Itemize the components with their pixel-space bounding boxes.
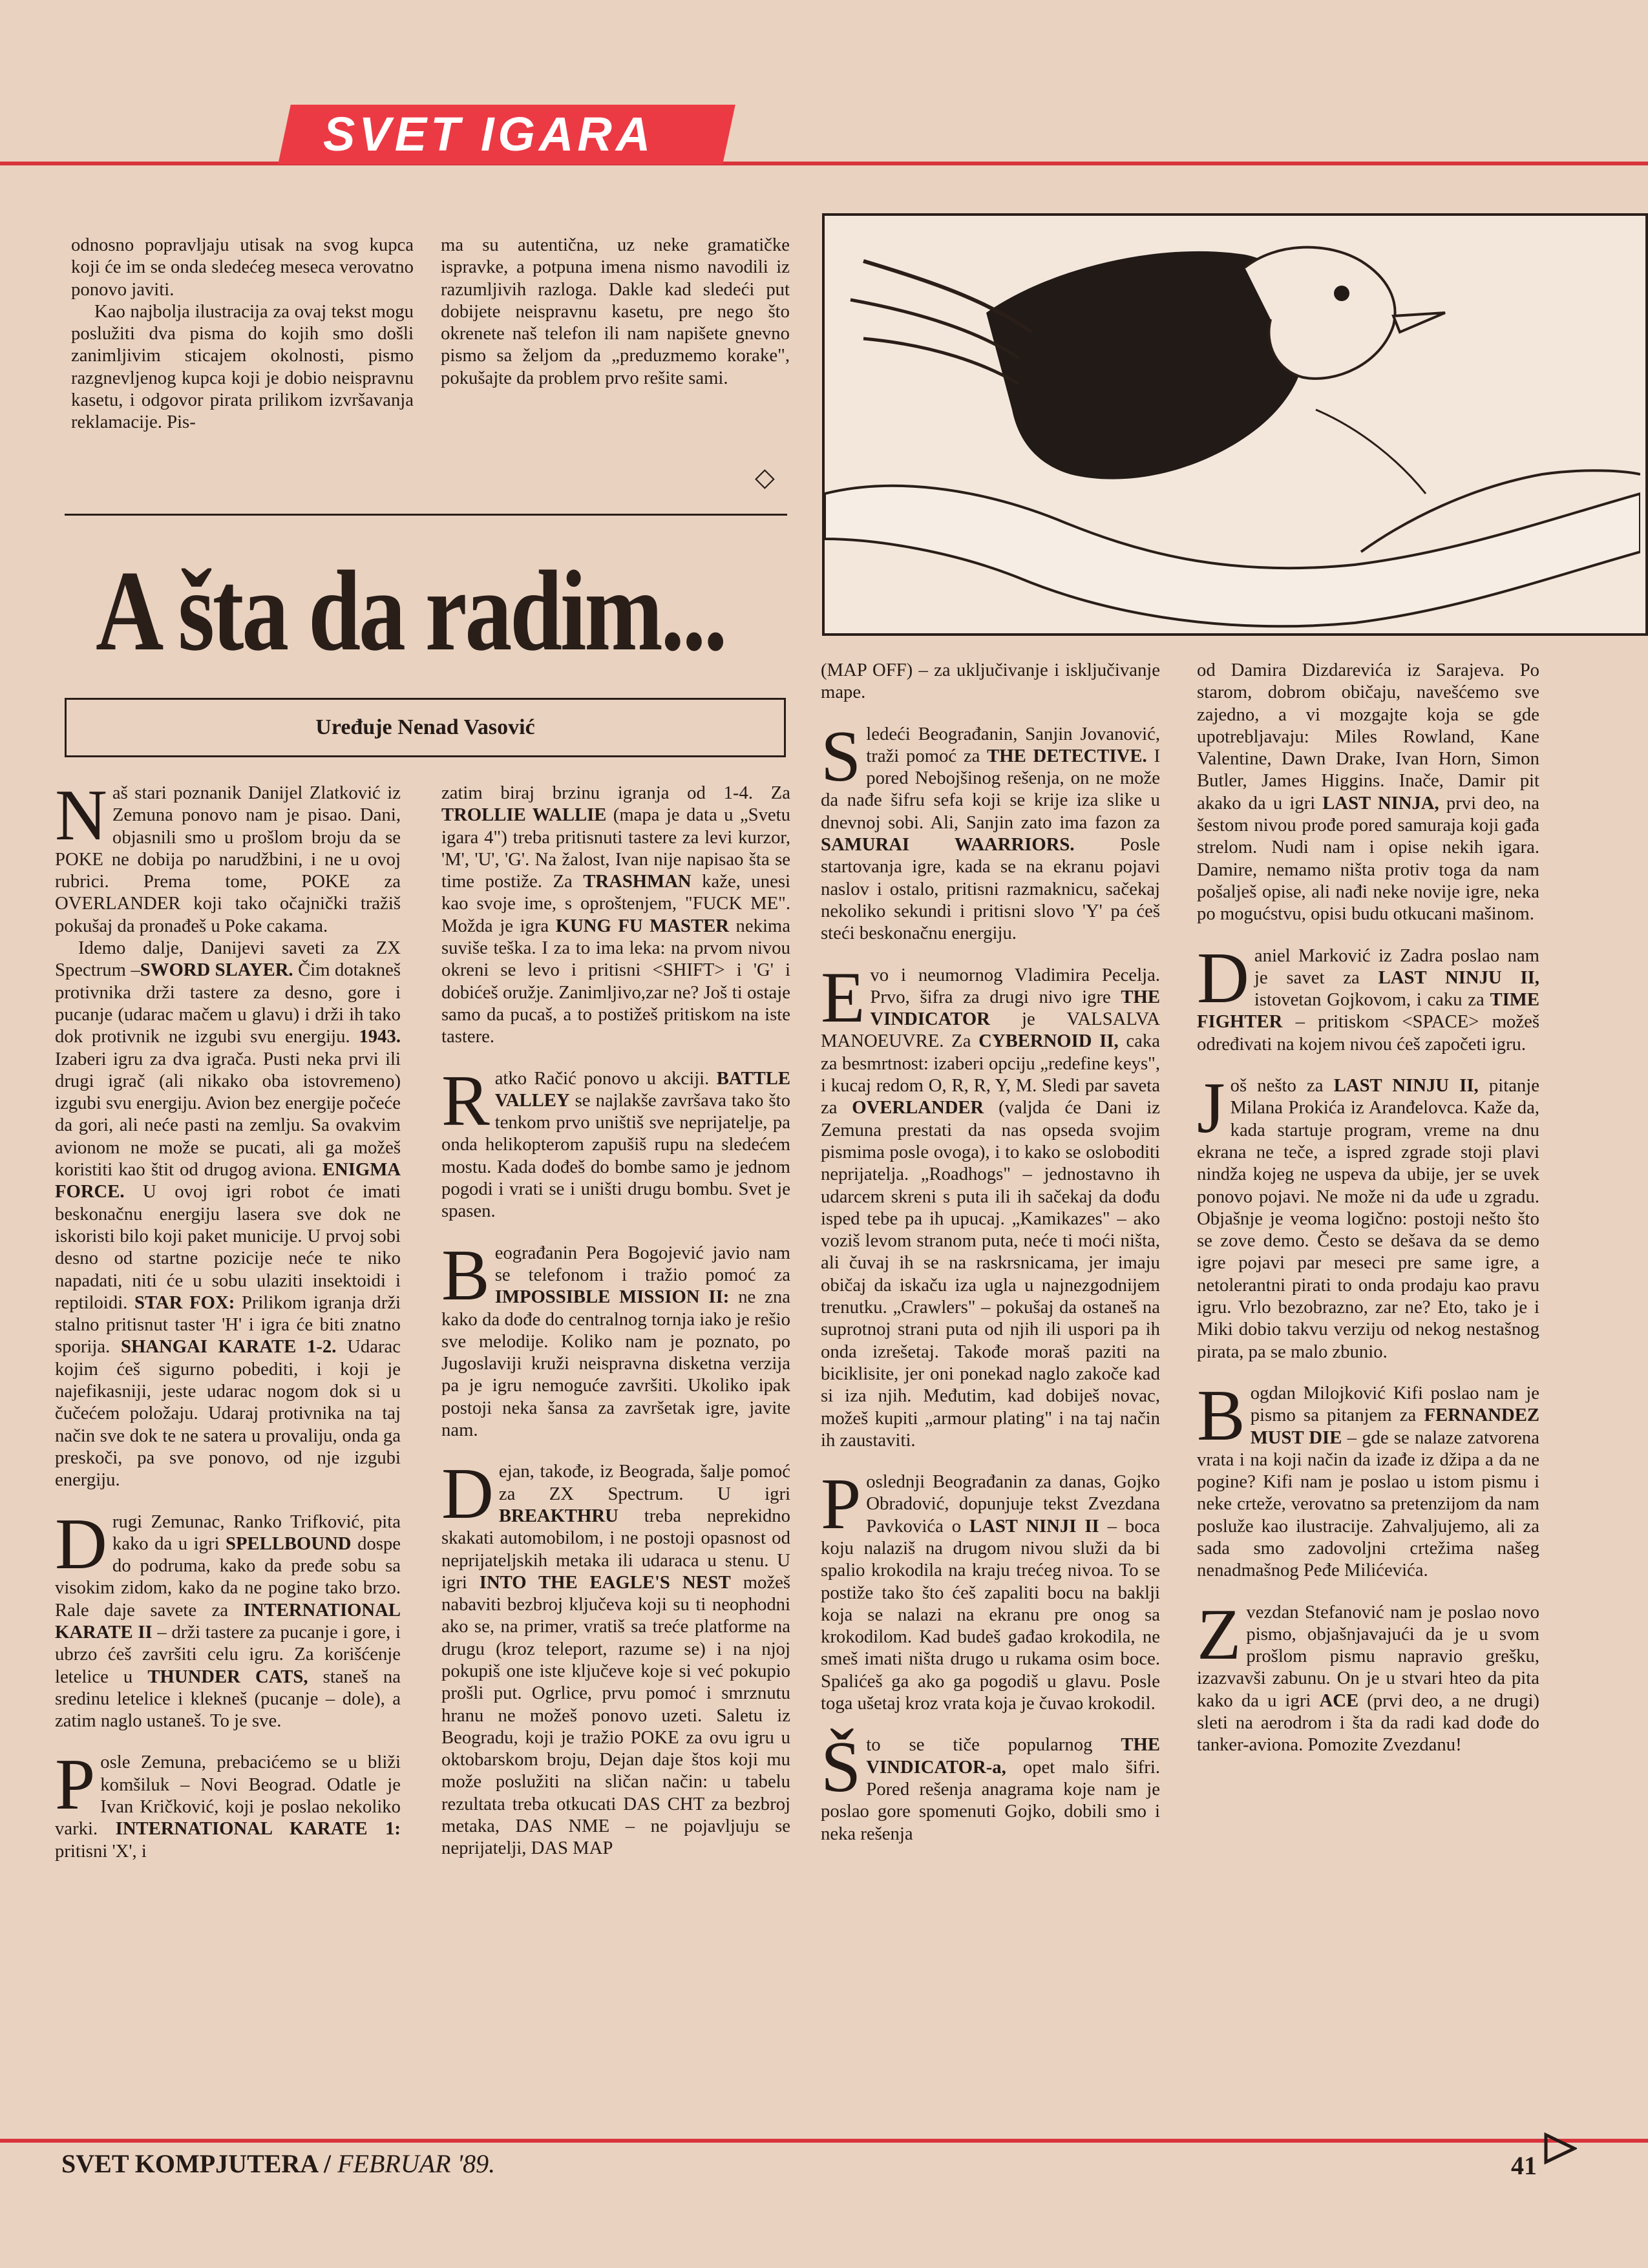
footer-issue: FEBRUAR '89. (337, 2149, 496, 2178)
page-number: 41 (1511, 2151, 1537, 2180)
intro-paragraph: ma su autentična, uz neke gramatičke ispravke, a potpuna imena nismo navodili iz razumljivih razloga. Dakle kad sledeći put dobijete neispravnu kasetu, pre nego što okrenete naš telefon ili nam napišete gnevno pismo sa željom da „preduzmemo korake", pokušajte da problem prvo rešite sami. (441, 235, 790, 388)
game-title: STAR FOX: (134, 1292, 235, 1313)
drop-cap: P (821, 1464, 861, 1545)
game-title: OVERLANDER (852, 1097, 984, 1118)
game-title: INTERNATIONAL KARATE II (55, 1599, 401, 1643)
intro-column-1 (71, 234, 414, 434)
header-rule (0, 162, 1648, 165)
drop-cap: N (55, 775, 107, 856)
drop-cap: B (1197, 1375, 1245, 1456)
drop-cap: R (441, 1060, 490, 1141)
game-title: THUNDER CATS, (147, 1666, 308, 1687)
bird-hand-drawing (825, 216, 1640, 628)
game-title: FERNANDEZ MUST DIE (1250, 1405, 1539, 1448)
paragraph: Beograđanin Pera Bogojević javio nam se telefonom i tražio pomoć za IMPOSSIBLE MISSION II: ne zna kako da dođe do centralnog tornja iako je rešio sve melodije. Koliko nam je poznato, po Jugoslaviji kruži neispravna disketna verzija pa je igru nemoguće završiti. Ukoliko ipak postoji neka šansa za završetak igre, javite nam. (441, 1235, 790, 1441)
game-title: SHANGAI KARATE 1-2. (121, 1336, 337, 1358)
paragraph: Evo i neumornog Vladimira Pecelja. Prvo, šifra za drugi nivo igre THE VINDICATOR je VALSALVA MANOEUVRE. Za CYBERNOID II, caka za besmrtnost: izaberi opciju „redefine keys", i kucaj redom O, R, R, Y, M. Sledi par saveta za OVERLANDER (valjda će Dani iz Zemuna prestati da nas opseda svojim pismima posle ovoga), i to kako se osloboditi neprijatelja. „Roadhogs" – jednostavno ih udarcem skreni s puta ili ih sačekaj da dođu isped tebe pa ih upucaj. „Kamikazes" – ako voziš levom stranom puta, neće ti moći ništa, ali čuvaj ih se na raskrsnicama, jer imaju običaj da iskaču iza ugla u najnezgodnijem trenutku. „Crawlers" – pokušaj da ostaneš na suprotnoj strani puta od njih ili uspori pa ih onda izrešetaj. Takođe moraš paziti na biciklisite, jer oni ponekad naglo zakoče kad si iza njih. Međutim, kad dobiješ novac, možeš kupiti „armour plating" i na taj način ih zaustaviti. (821, 957, 1160, 1451)
drop-cap: J (1197, 1068, 1225, 1149)
paragraph: od Damira Dizdarevića iz Sarajeva. Po starom, dobrom običaju, navešćemo sve zajedno, a vi mozgajte koja se gde upotrebljavaju: Miles Rowland, Kane Valentine, Dawn Drake, Ivan Horn, Simon Butler, James Higgins. Inače, Damir pit akako da u igri LAST NINJA, prvi deo, na šestom nivou prođe pored samuraja koji gađa strelom. Nudi nam i opise nekih igara. Damire, nemamo ništa protiv toga da nam pošalješ opise, ali nađi neke novije igre, neka po mogućstvu, opisi budu otkucani mašinom. (1197, 660, 1539, 925)
game-title: KUNG FU MASTER (555, 915, 729, 936)
game-title: TIME FIGHTER (1197, 989, 1539, 1033)
footer-magazine: SVET KOMPJUTERA / FEBRUAR '89. (61, 2149, 496, 2178)
section-title: SVET IGARA (323, 107, 655, 161)
paragraph: Naš stari poznanik Danijel Zlatković iz Zemuna ponovo nam je pisao. Dani, objasnili smo u prošlom broju da se POKE ne dobija po narudžbini, i ne u ovoj rubrici. Prema tome, POKE za OVERLANDER koji tako očajnički tražiš pokušaj da pronađeš u Poke cakama. (55, 775, 401, 936)
footer-rule (0, 2139, 1648, 2143)
game-title: TROLLIE WALLIE (441, 804, 607, 826)
paragraph: Dejan, takođe, iz Beograda, šalje pomoć za ZX Spectrum. U igri BREAKTHRU treba neprekidno skakati automobilom, i ne postoji opasnost od neprijateljskih metaka ili udaraca u stenu. U igri INTO THE EAGLE'S NEST možeš nabaviti bezbroj ključeva koji su ti neophodni ako se, na primer, vratiš sa treće platforme na drugu (kroz teleport, razume se) i na njoj pokupiš one iste ključeve koje si već pokupio prošli put. Ogrlice, prvu pomoć i smrznutu hranu ne možeš ponovo uzeti. Saletu iz Beogradu, koji je tražio POKE za ovu igru u oktobarskom broju, Dejan daje štos koji mu može poslužiti na sličan način: u tabelu rezultata treba otkucati DAS CHT za bezbroj metaka, DAS NME – ne pojavljuju se neprijatelji, DAS MAP (441, 1454, 790, 1859)
game-title: SPELLBOUND (226, 1533, 352, 1554)
paragraph: Daniel Marković iz Zadra poslao nam je savet za LAST NINJU II, istovetan Gojkovom, i caku za TIME FIGHTER – pritiskom <SPACE> možeš određivati na kojem nivou ćeš započeti igru. (1197, 938, 1539, 1055)
byline: Uređuje Nenad Vasović (65, 698, 786, 757)
paragraph: Još nešto za LAST NINJU II, pitanje Milana Prokića iz Aranđelovca. Kaže da, kada startuje program, vreme na dnu ekrana ne teče, a ispred zgrade stoji plavi nindža kojeg ne uspeva da ubije, jer se uvek ponovo pojavi. Ne može ni da uđe u zgradu. Objašnje je veoma logično: postoji nešto što se zove demo. Često se dešava da se demo igre pojavi par meseci pre same igre, a netolerantni pirati to onda prodaju kao pravu igru. Vrlo bezobrazno, zar ne? Eto, tako je i Miki dobio takvu verziju od nekog nestašnog pirata, pa se malo zbunio. (1197, 1068, 1539, 1362)
drop-cap: Š (821, 1727, 861, 1808)
game-title: TRASHMAN (583, 871, 692, 892)
paragraph: Poslednji Beograđanin za danas, Gojko Obradović, dopunjuje tekst Zvezdana Pavkovića o LAST NINJI II – boca koju nalaziš na drugom nivou služi da bi spalio krokodila na kraju trećeg nivoa. To se postiže tako što ćeš zapaliti bocu na baklji koja se nalazi na ekranu pre onog sa krokodilom. Kad budeš gađao krokodila, ne smeš imati ništa drugo u rukama osim boce. Spalićeš ga ako ga pogodiš u glavu. Posle toga ušetaj kroz vrata koja je čuvao krokodil. (821, 1464, 1161, 1714)
paragraph: Što se tiče popularnog THE VINDICATOR-a, opet malo šifri. Pored rešenja anagrama koje nam je poslao gore spomenuti Gojko, dobili smo i neka rešenja (821, 1727, 1160, 1844)
game-title: 1943. (359, 1026, 401, 1047)
game-title: IMPOSSIBLE MISSION II: (494, 1286, 730, 1308)
drop-cap: Z (1197, 1594, 1241, 1675)
paragraph: (MAP OFF) – za uključivanje i isključivanje mape. (821, 660, 1160, 703)
game-title: INTO THE EAGLE'S NEST (479, 1571, 731, 1593)
game-title: LAST NINJU II, (1378, 967, 1539, 988)
column-1 (55, 775, 401, 1862)
game-title: BATTLE VALLEY (494, 1067, 790, 1111)
drop-cap: D (1197, 938, 1249, 1018)
column-2 (441, 782, 790, 1860)
paragraph: Zvezdan Stefanović nam je poslao novo pismo, objašnjavajući da je u svom prošlom pismu napravio grešku, izazvavši zabunu. On je u stvari hteo da pita kako da u igri ACE (prvi deo, a ne drugi) sleti na aerodrom i šta da radi kad dođe do tanker-aviona. Pomozite Zvezdanu! (1197, 1594, 1539, 1756)
next-page-arrow-icon (1543, 2132, 1577, 2165)
drop-cap: S (821, 716, 861, 797)
intro-divider (65, 514, 787, 516)
game-title: INTERNATIONAL KARATE 1: (115, 1818, 401, 1840)
section-banner (278, 105, 735, 164)
intro-column-2 (441, 234, 790, 389)
paragraph: Drugi Zemunac, Ranko Trifković, pita kako da u igri SPELLBOUND dospe do podruma, kako da pređe sobu sa visokim zidom, kako da ne pogine tako brzo. Rale daje savete za INTERNATIONAL KARATE II – drži tastere za pucanje i gore, i ubrzo ćeš završiti celu igru. Za korišćenje letelice u THUNDER CATS, staneš na sredinu letelice i klekneš (pucanje – dole), a zatim naglo ustaneš. To je sve. (55, 1504, 401, 1732)
drop-cap: D (55, 1504, 107, 1584)
drop-cap: B (441, 1235, 490, 1316)
game-title: LAST NINJI II (969, 1515, 1099, 1537)
game-title: ENIGMA FORCE. (55, 1159, 401, 1202)
game-title: THE DETECTIVE. (987, 745, 1147, 766)
game-title: THE VINDICATOR-a, (866, 1734, 1160, 1778)
intro-paragraph: Kao najbolja ilustracija za ovaj tekst mogu poslužiti dva pisma do kojih smo došli zanimljivim sticajem okolnosti, pismo razgnevljenog kupca koji je dobio neispravnu kasetu, i odgovor pirata prilikom izvršavanja reklamacije. Pis- (71, 300, 414, 433)
intro-paragraph: odnosno popravljaju utisak na svog kupca koji će im se onda sledećeg meseca verovatno ponovo javiti. (71, 235, 414, 300)
end-mark: ◇ (755, 463, 775, 492)
game-title: BREAKTHRU (498, 1505, 618, 1526)
paragraph: Posle Zemuna, prebacićemo se u bliži komšiluk – Novi Beograd. Odatle je Ivan Kričković, koji je poslao nekoliko varki. INTERNATIONAL KARATE 1: pritisni 'X', i (55, 1745, 401, 1862)
game-title: SAMURAI WAARRIORS. (821, 834, 1075, 856)
game-title: LAST NINJU II, (1333, 1075, 1479, 1097)
column-4 (1197, 659, 1539, 1756)
paragraph: Ratko Račić ponovo u akciji. BATTLE VALLEY se najlakše završava tako što tenkom prvo uništiš sve neprijatelje, pa onda helikopterom zapušiš rupu na sledećem mostu. Kada dođeš do bombe samo je jednom pogodi i vrati se i uništi drugu bombu. Svet je spasen. (441, 1060, 790, 1222)
paragraph: zatim biraj brzinu igranja od 1-4. Za TROLLIE WALLIE (mapa je data u „Svetu igara 4") treba pritisnuti tastere za levi kurzor, 'M', 'U', 'G'. Na žalost, Ivan nije napisao šta se time postiže. Za TRASHMAN kaže, unesi kao svoje ime, s oproštenjem, "FUCK ME". Možda je igra KUNG FU MASTER nekima suviše teška. I za to ima leka: na prvom nivou okreni se levo i pritisni <SHIFT> i 'G' i dobićeš oružje. Zanimljivo,zar ne? Još ti ostaje samo da pucaš, a to postižeš pritiskom na iste tastere. (441, 782, 790, 1047)
drop-cap: E (821, 957, 865, 1038)
paragraph: Sledeći Beograđanin, Sanjin Jovanović, traži pomoć za THE DETECTIVE. I pored Nebojšinog rešenja, on ne može da nađe šifru sefa koji se krije iza slike u dnevnoj sobi. Ali, Sanjin zato ima fazon za SAMURAI WAARRIORS. Posle startovanja igre, kada se na ekranu pojavi naslov i ostalo, pritisni razmaknicu, sačekaj nekoliko sekundi i pritisni slovo 'Y' pa ćeš steći beskonačnu energiju. (821, 716, 1161, 944)
drop-cap: D (441, 1454, 494, 1535)
game-title: ACE (1319, 1690, 1359, 1711)
game-title: LAST NINJA, (1322, 792, 1439, 814)
game-title: THE VINDICATOR (870, 986, 1160, 1030)
game-title: SWORD SLAYER. (140, 960, 293, 981)
game-title: CYBERNOID II, (978, 1031, 1119, 1052)
illustration-bird-in-hand (822, 213, 1648, 636)
paragraph: Idemo dalje, Danijevi saveti za ZX Spectrum –SWORD SLAYER. Čim dotakneš protivnika drži tastere za desno, gore i pucanje (udarac mačem u glavu) i drži ih tako dok protivnik ne izgubi svu energiju. 1943. Izaberi igru za dva igrača. Pusti neka prvi ili drugi igrač (ali nikako oba istovremeno) izgubi svu energiju. Avion bez energije počeće da gori, ali neće pasti na zemlju. Sa ovakvim avionom ne može se pucati, ali ga možeš koristiti kao štit od drugog aviona. ENIGMA FORCE. U ovoj igri robot će imati beskonačnu energiju lasera sve dok ne iskoristi bilo koji paket municije. U prvoj sobi desno od startne pozicije neće te niko napadati, niti će u sobu ulaziti insektoidi i reptiloidi. STAR FOX: Prilikom igranja drži stalno pritisnut taster 'H' i igra će biti znatno sporija. SHANGAI KARATE 1-2. Udarac kojim ćeš sigurno pobediti, i koji je najefikasniji, jeste udarac nogom dok si u čučećem položaju. Udaraj protivnika na taj način sve dok te ne satera u provaliju, onda ga preskoči, pa sve ponovo, od nje izgubi energiju. (55, 938, 401, 1491)
paragraph: Bogdan Milojković Kifi poslao nam je pismo sa pitanjem za FERNANDEZ MUST DIE – gde se nalaze zatvorena vrata i na koji način da izađe iz džipa a da ne pogine? Kifi nam je poslao u istom pismu i neke crteže, verovatno sa pretenzijom da nam posluže kao ilustracije. Zahvaljujemo, ali za sada smo zadovoljni crtežima našeg nenadmašnog Peđe Milićevića. (1197, 1375, 1539, 1581)
column-3 (821, 659, 1160, 1845)
drop-cap: P (55, 1745, 96, 1825)
article-title: A šta da radim... (96, 547, 726, 675)
